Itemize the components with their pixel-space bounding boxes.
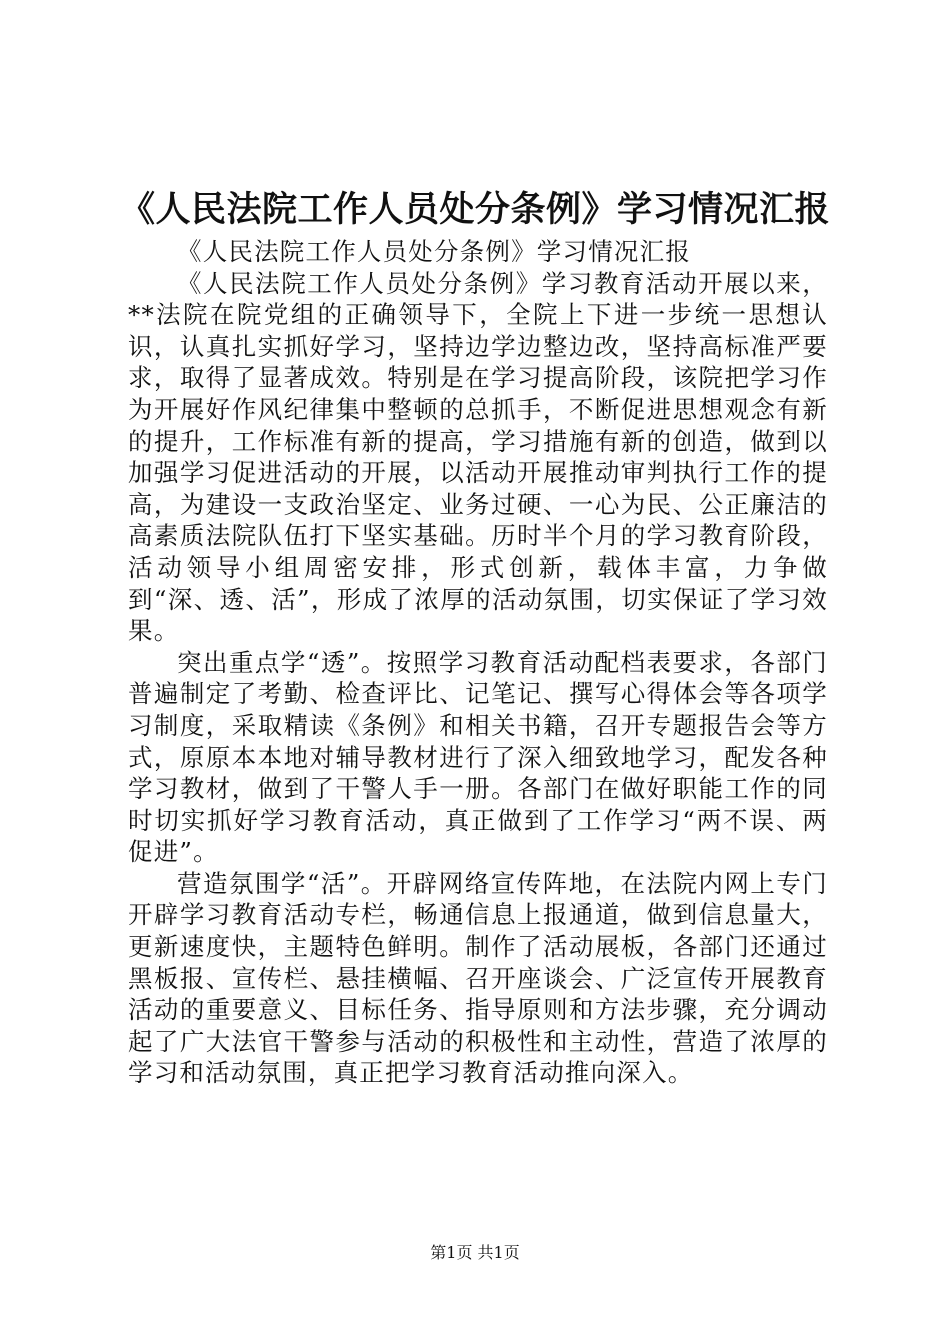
body-paragraph-subtitle: 《人民法院工作人员处分条例》学习情况汇报 <box>177 237 691 266</box>
body-paragraph-focus: 突出重点学“透”。按照学习教育活动配档表要求，各部门普遍制定了考勤、检查评比、记笔记、撰写心得体会等各项学习制度，采取精读《条例》和相关书籍，召开专题报告会等方式，原原本本地对辅导教材进行了深入细致地学习，配发各种学习教材，做到了干警人手一册。各部门在做好职能工作的同时切实抓好学习教育活动，真正做到了工作学习“两不误、两促进”。 <box>128 647 828 867</box>
document-body <box>128 236 828 1089</box>
body-paragraph-intro: 《人民法院工作人员处分条例》学习教育活动开展以来，**法院在院党组的正确领导下，全院上下进一步统一思想认识，认真扎实抓好学习，坚持边学边整边改，坚持高标准严要求，取得了显著成效。特别是在学习提高阶段，该院把学习作为开展好作风纪律集中整顿的总抓手，不断促进思想观念有新的提升，工作标准有新的提高，学习措施有新的创造，做到以加强学习促进活动的开展，以活动开展推动审判执行工作的提高，为建设一支政治坚定、业务过硬、一心为民、公正廉洁的高素质法院队伍打下坚实基础。历时半个月的学习教育阶段，活动领导小组周密安排，形式创新，载体丰富，力争做到“深、透、活”，形成了浓厚的活动氛围，切实保证了学习效果。 <box>128 268 828 646</box>
document-title: 《人民法院工作人员处分条例》学习情况汇报 <box>119 189 830 230</box>
body-paragraph-atmosphere: 营造氛围学“活”。开辟网络宣传阵地，在法院内网上专门开辟学习教育活动专栏，畅通信息上报通道，做到信息量大，更新速度快，主题特色鲜明。制作了活动展板，各部门还通过黑板报、宣传栏、悬挂横幅、召开座谈会、广泛宣传开展教育活动的重要意义、目标任务、指导原则和方法步骤，充分调动起了广大法官干警参与活动的积极性和主动性，营造了浓厚的学习和活动氛围，真正把学习教育活动推向深入。 <box>128 868 828 1088</box>
page-footer: 第1页 共1页 <box>430 1243 520 1262</box>
